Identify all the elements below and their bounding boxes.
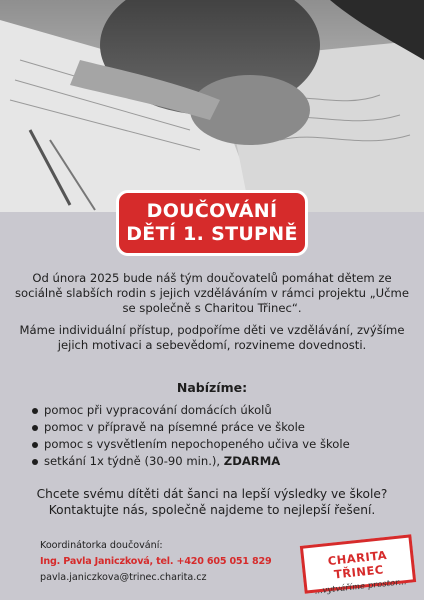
intro-paragraph-1: Od února 2025 bude náš tým doučovatelů pomáhat dětem ze sociálně slabších rodin s jejich vzděláváním v rámci projektu „Učme se společně s Charitou Třinec“. [15,271,409,315]
list-item-text: setkání 1x týdně (30-90 min.), [44,454,224,468]
list-item: pomoc s vysvětlením nepochopeného učiva ve škole [32,436,350,453]
contact-email[interactable]: pavla.janiczkova@trinec.charita.cz [40,572,207,583]
header-photo [0,0,424,212]
logo-slogan: ...vytváříme prostor... [313,577,407,597]
call-to-action: Chcete svému dítěti dát šanci na lepší výsledky ve škole? Kontaktujte nás, společně najdeme to nejlepší řešení. [36,487,388,517]
title-line-2: DĚTÍ 1. STUPNĚ [126,223,298,245]
charita-logo [300,534,416,597]
free-label: ZDARMA [223,454,281,468]
logo-brand: CHARITA TŘINEC [327,547,388,582]
title-line-1: DOUČOVÁNÍ [146,200,278,222]
offer-heading: Nabízíme: [176,380,248,395]
intro-paragraph-2: Máme individuální přístup, podpoříme děti ve vzdělávání, zvýšíme jejich motivaci a sebevědomí, rozvineme dovednosti. [19,323,405,352]
contact-name-phone[interactable]: Ing. Pavla Janiczková, tel. +420 605 051 829 [40,556,272,567]
list-item: pomoc v přípravě na písemné práce ve škole [32,419,350,436]
title-banner [116,190,308,256]
list-item: pomoc při vypracování domácích úkolů [32,402,350,419]
contact-block [40,538,271,586]
offer-list [32,402,350,470]
contact-label: Koordinátorka doučování: [40,540,163,551]
list-item [32,453,350,470]
